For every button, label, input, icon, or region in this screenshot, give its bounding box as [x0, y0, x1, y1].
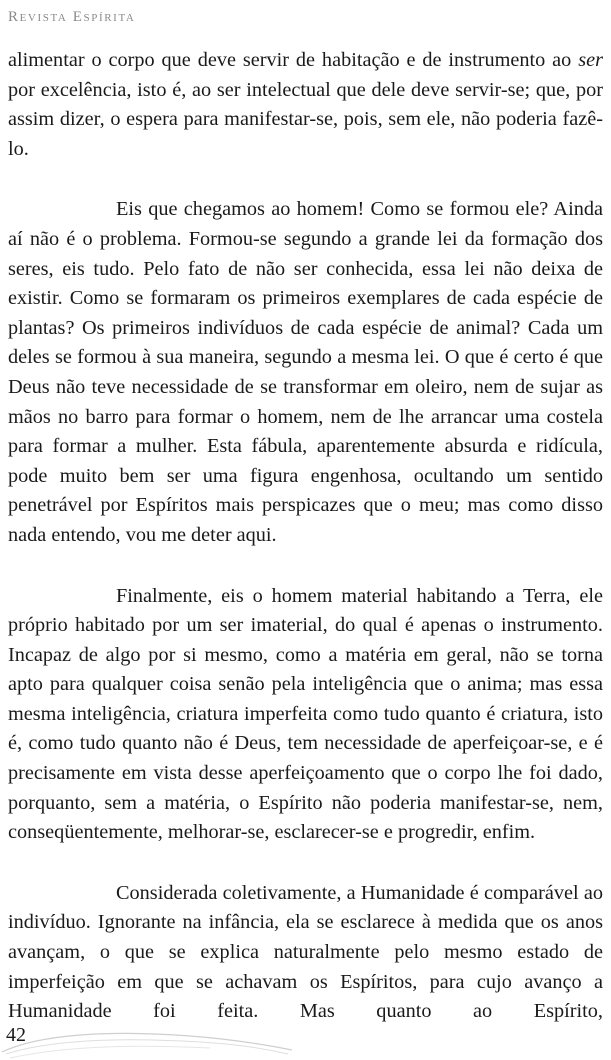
- paragraph-4: Considerada coletivamente, a Humanidade é comparável ao indivíduo. Ignorante na infância, ela se esclarece à medida que os anos avançam, o que se explica naturalmente pelo mesmo estado de imperfeição em que se achavam os Espíritos, para cujo avanço a Humanidade foi feita. Mas quanto ao Espírito,: [8, 881, 603, 1023]
- footer-swoosh-ornament: [0, 1020, 300, 1060]
- running-head: Revista Espírita: [8, 9, 136, 25]
- paragraph-1-text-b: por excelência, isto é, ao ser intelectual que dele deve servir-se; que, por assim dizer, o espera para manifestar-se, pois, sem ele, não poderia fazê-lo.: [8, 78, 603, 160]
- page-number: 42: [6, 1024, 26, 1046]
- page-body: [8, 46, 603, 1027]
- paragraph-3: Finalmente, eis o homem material habitando a Terra, ele próprio habitado por um ser imaterial, do qual é apenas o instrumento. Incapaz de algo por si mesmo, como a matéria em geral, não se torna apto para qualquer coisa senão pela inteligência que o anima; mas essa mesma inteligência, criatura imperfeita como tudo quanto é criatura, isto é, como tudo quanto não é Deus, tem necessidade de aperfeiçoar-se, e é precisamente em vista desse aperfeiçoamento que o corpo lhe foi dado, porquanto, sem a matéria, o Espírito não poderia manifestar-se, nem, conseqüentemente, melhorar-se, esclarecer-se e progredir, enfim.: [8, 584, 603, 844]
- paragraph-2: Eis que chegamos ao homem! Como se formou ele? Ainda aí não é o problema. Formou-se segundo a grande lei da formação dos seres, eis tudo. Pelo fato de não ser conhecida, essa lei não deixa de existir. Como se formaram os primeiros exemplares de cada espécie de plantas? Os primeiros indivíduos de cada espécie de animal? Cada um deles se formou à sua maneira, segundo a mesma lei. O que é certo é que Deus não teve necessidade de se transformar em oleiro, nem de sujar as mãos no barro para formar o homem, nem de lhe arrancar uma costela para formar a mulher. Esta fábula, aparentemente absurda e ridícula, pode muito bem ser uma figura engenhosa, ocultando um sentido penetrável por Espíritos mais perspicazes que o meu; mas como disso nada entendo, vou me deter aqui.: [8, 198, 603, 546]
- paragraph-1-text-a: alimentar o corpo que deve servir de habitação e de instrumento ao: [8, 49, 579, 71]
- paragraph-1-emphasis: ser: [578, 49, 603, 71]
- paragraph-1: [8, 46, 603, 164]
